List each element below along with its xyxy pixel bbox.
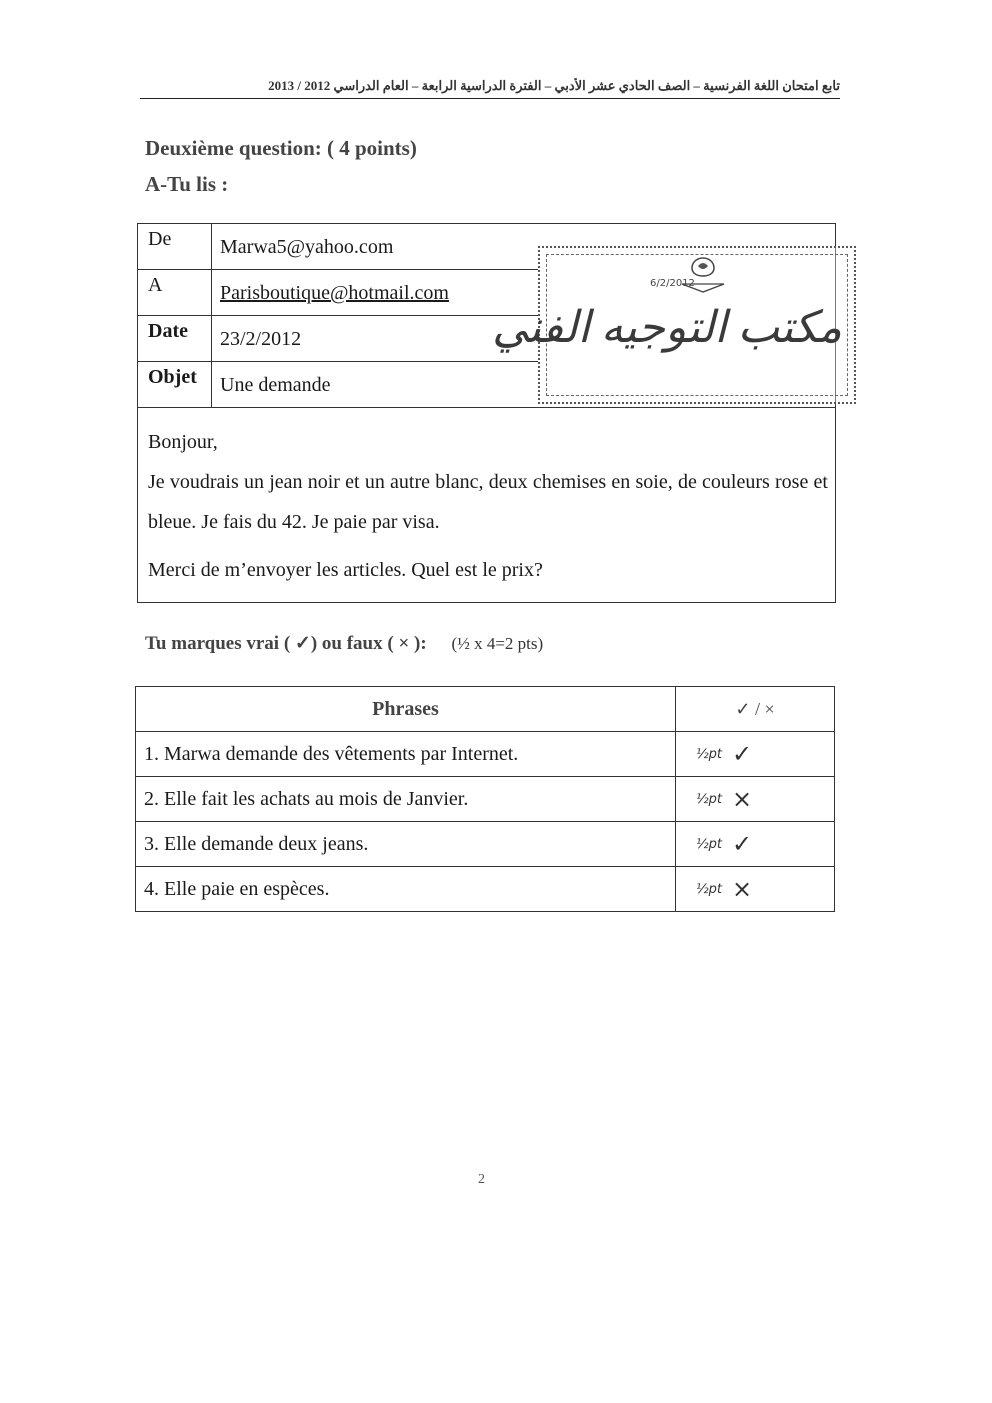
cross-mark-icon: × <box>731 875 753 903</box>
email-from-value: Marwa5@yahoo.com <box>220 236 394 258</box>
statement-text: 3. Elle demande deux jeans. <box>136 822 676 867</box>
email-date-label: Date <box>138 316 212 361</box>
email-row-to <box>138 270 538 316</box>
answer-cell <box>676 732 835 777</box>
email-subject-label: Objet <box>138 362 212 407</box>
table-row <box>136 777 835 822</box>
official-stamp <box>492 246 856 404</box>
instruction-line <box>145 632 543 655</box>
page-number: 2 <box>478 1172 485 1187</box>
table-row <box>136 822 835 867</box>
email-closing: Merci de m’envoyer les articles. Quel est le prix? <box>148 559 543 581</box>
score-note: ½pt <box>696 791 722 807</box>
email-subject-value: Une demande <box>220 374 331 396</box>
score-note: ½pt <box>696 746 722 762</box>
section-subtitle: A-Tu lis : <box>145 172 229 196</box>
email-to-value: Parisboutique@hotmail.com <box>220 282 449 304</box>
email-body-text: Je voudrais un jean noir et un autre blanc, deux chemises en soie, de couleurs rose et bleue. Je fais du 42. Je paie par visa. <box>148 471 828 533</box>
table-row <box>136 732 835 777</box>
email-to-label: A <box>138 270 212 315</box>
check-mark-icon: ✓ <box>731 740 753 768</box>
email-from-label: De <box>138 224 212 269</box>
email-body <box>148 422 828 590</box>
statement-text: 1. Marwa demande des vêtements par Internet. <box>136 732 676 777</box>
answer-cell <box>676 777 835 822</box>
score-note: ½pt <box>696 881 722 897</box>
question-title: Deuxième question: ( 4 points) <box>145 136 417 160</box>
table-row <box>136 867 835 912</box>
statement-text: 4. Elle paie en espèces. <box>136 867 676 912</box>
email-row-date <box>138 316 538 362</box>
instruction-text: Tu marques vrai ( ✓) ou faux ( × ): <box>145 633 427 654</box>
check-mark-icon: ✓ <box>731 830 753 858</box>
email-row-from <box>138 224 538 270</box>
table-header-row <box>136 687 835 732</box>
instruction-points: (½ x 4=2 pts) <box>451 634 544 653</box>
stamp-numbers: 6/2/2012 <box>650 278 695 289</box>
statement-text: 2. Elle fait les achats au mois de Janvier. <box>136 777 676 822</box>
header-phrases: Phrases <box>136 687 676 732</box>
email-date-value: 23/2/2012 <box>220 328 302 350</box>
exam-header: تابع امتحان اللغة الفرنسية – الصف الحادي عشر الأدبي – الفترة الدراسية الرابعة – العام الدراسي 2012 / 2013 <box>140 78 840 99</box>
answer-cell <box>676 822 835 867</box>
stamp-text: مكتب التوجيه الفني <box>492 303 842 352</box>
statements-table <box>135 686 835 912</box>
email-greeting: Bonjour, <box>148 431 218 453</box>
cross-mark-icon: × <box>731 785 753 813</box>
score-note: ½pt <box>696 836 722 852</box>
header-mark: ✓ / × <box>676 687 835 732</box>
answer-cell <box>676 867 835 912</box>
